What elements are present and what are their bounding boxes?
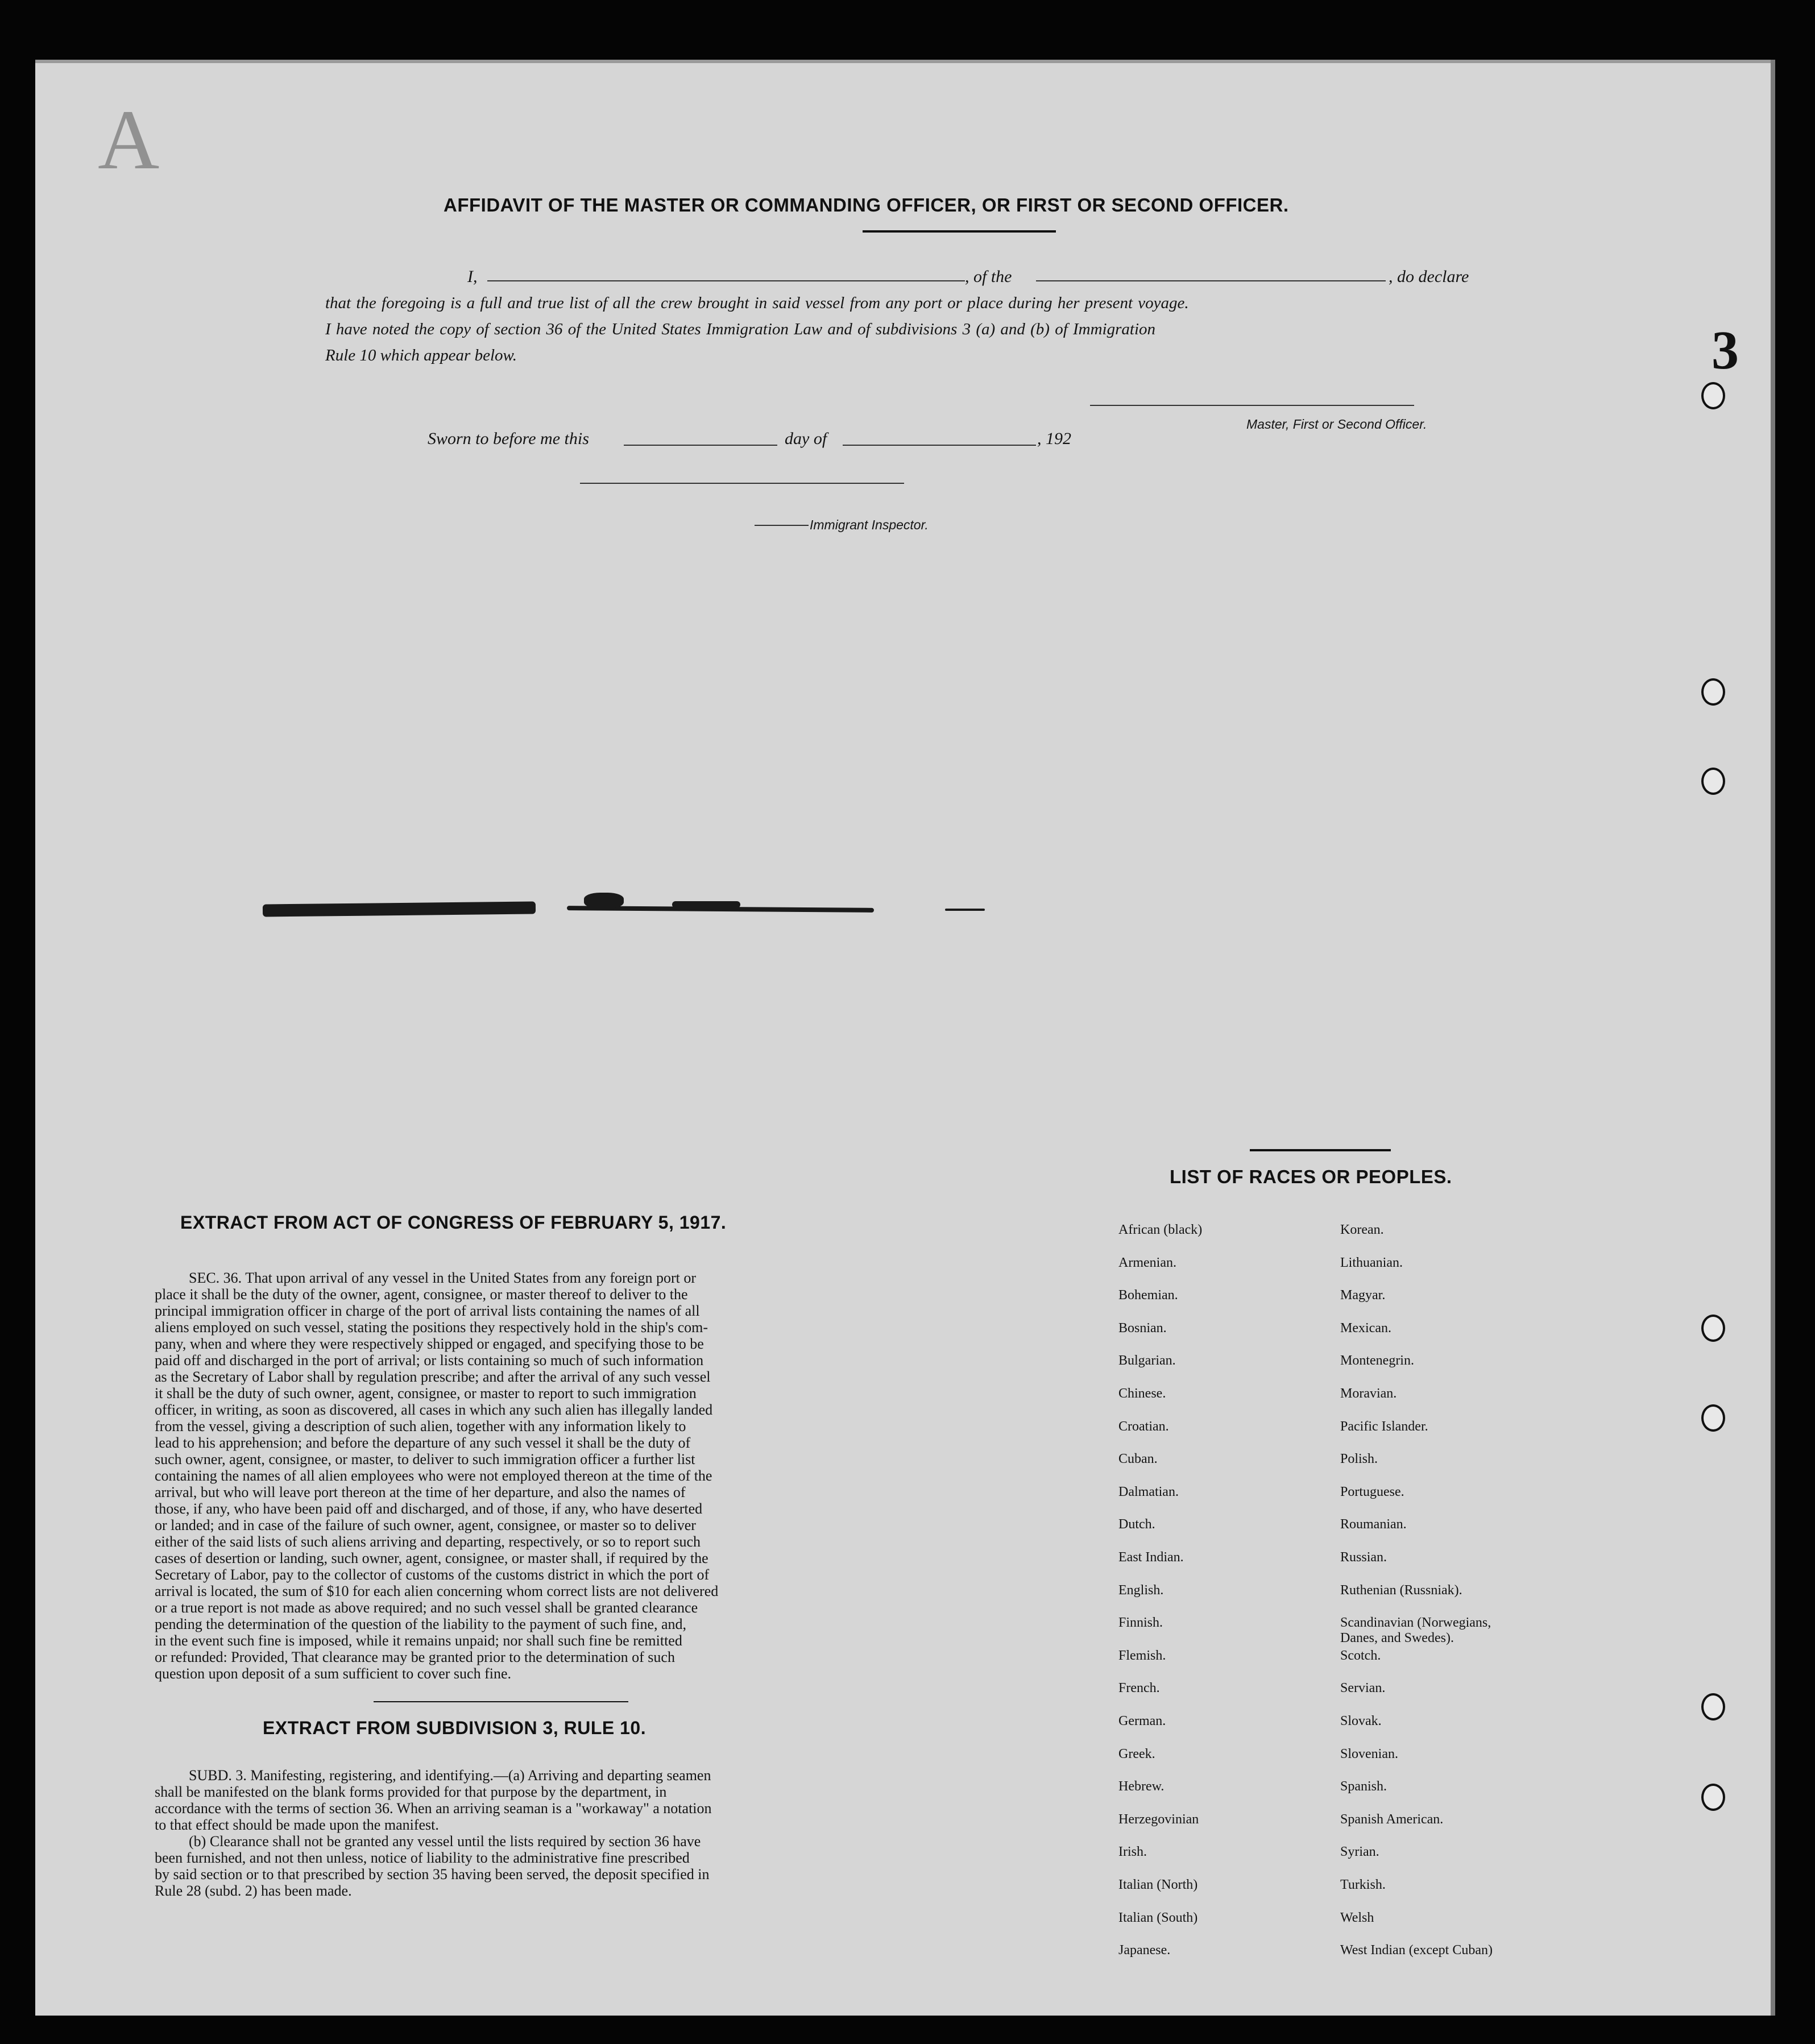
- act-line: paid off and discharged in the port of arrival; or lists containing so much of such information: [155, 1352, 704, 1369]
- race-entry: Bulgarian.: [1118, 1353, 1176, 1368]
- binder-hole: [1701, 1693, 1725, 1720]
- act-line: question upon deposit of a sum sufficient to cover such fine.: [155, 1665, 512, 1682]
- act-line: it shall be the duty of such owner, agent, consignee, or master to report to such immigration: [155, 1385, 697, 1402]
- act-line: or refunded: Provided, That clearance may be granted prior to the determination of such: [155, 1649, 675, 1665]
- declarant-name-field: [487, 280, 965, 281]
- affidavit-title: AFFIDAVIT OF THE MASTER OR COMMANDING OFFICER, OR FIRST OR SECOND OFFICER.: [444, 194, 1289, 215]
- binder-hole: [1701, 1784, 1725, 1811]
- race-entry: African (black): [1118, 1222, 1203, 1237]
- race-entry: German.: [1118, 1714, 1166, 1728]
- act-line: lead to his apprehension; and before the departure of any such vessel it shall be the duty of: [155, 1434, 691, 1451]
- officer-signature-line: [1090, 405, 1414, 406]
- race-entry: Slovak.: [1340, 1714, 1382, 1728]
- race-entry: Herzegovinian: [1118, 1812, 1199, 1827]
- ink-smudge: [672, 901, 740, 908]
- rule-title: EXTRACT FROM SUBDIVISION 3, RULE 10.: [263, 1718, 647, 1738]
- race-entry: Chinese.: [1118, 1386, 1166, 1401]
- races-title-line: [1250, 1149, 1391, 1151]
- act-line: from the vessel, giving a description of such alien, together with any information likely to: [155, 1418, 686, 1434]
- race-entry: English.: [1118, 1583, 1164, 1598]
- act-line: either of the said lists of such aliens arriving and departing, respectively, or so to report such: [155, 1533, 701, 1550]
- race-entry: Servian.: [1340, 1681, 1386, 1695]
- declarant-intro: I,: [467, 267, 478, 286]
- act-line: containing the names of all alien employees who were not employed thereon at the time of the: [155, 1467, 712, 1484]
- declare-label: , do declare: [1389, 267, 1469, 286]
- sworn-day-field: [624, 445, 777, 446]
- inspector-caption: Immigrant Inspector.: [810, 517, 929, 532]
- rule-line: accordance with the terms of section 36. When an arriving seaman is a "workaway" a notation: [155, 1800, 712, 1817]
- binder-hole: [1701, 382, 1725, 409]
- race-entry: Cuban.: [1118, 1452, 1158, 1466]
- rule-line: (b) Clearance shall not be granted any vessel until the lists required by section 36 have: [189, 1833, 701, 1850]
- page-edge: [35, 60, 1775, 63]
- rule-text: [155, 1767, 814, 1899]
- race-entry: Italian (South): [1118, 1910, 1198, 1925]
- affidavit-line-3: I have noted the copy of section 36 of the United States Immigration Law and of subdivisions 3 (a) and (b) of Immigration: [325, 320, 1156, 338]
- rule-line: SUBD. 3. Manifesting, registering, and identifying.—(a) Arriving and departing seamen: [189, 1767, 711, 1784]
- form-page: [35, 60, 1775, 2016]
- race-entry: Bohemian.: [1118, 1288, 1178, 1303]
- act-line: principal immigration officer in charge of the port of arrival lists containing the names of all: [155, 1303, 700, 1319]
- act-line: or landed; and in case of the failure of such owner, agent, consignee, or master so to deliver: [155, 1517, 696, 1533]
- race-entry: Scotch.: [1340, 1648, 1381, 1663]
- binder-hole: [1701, 1404, 1725, 1432]
- of-the-label: , of the: [965, 267, 1012, 286]
- race-entry: Ruthenian (Russniak).: [1340, 1583, 1462, 1598]
- race-entry: West Indian (except Cuban): [1340, 1943, 1493, 1958]
- ink-smudge: [584, 893, 624, 909]
- race-entry: East Indian.: [1118, 1550, 1184, 1565]
- inspector-short-line: [755, 525, 809, 526]
- day-of-label: day of: [785, 429, 827, 448]
- race-entry: Slovenian.: [1340, 1747, 1398, 1761]
- race-entry: Hebrew.: [1118, 1779, 1165, 1794]
- race-entry: Korean.: [1340, 1222, 1384, 1237]
- race-entry: Syrian.: [1340, 1844, 1379, 1859]
- act-line: or a true report is not made as above required; and no such vessel shall be granted clearance: [155, 1599, 698, 1616]
- race-entry: Spanish American.: [1340, 1812, 1444, 1827]
- race-entry: Welsh: [1340, 1910, 1374, 1925]
- race-entry: Lithuanian.: [1340, 1255, 1403, 1270]
- act-line: cases of desertion or landing, such owner, agent, consignee, or master shall, if required by the: [155, 1550, 708, 1566]
- race-entry: Portuguese.: [1340, 1485, 1404, 1499]
- race-entry: Irish.: [1118, 1844, 1147, 1859]
- act-line: officer, in writing, as soon as discovered, all cases in which any such alien has illegally landed: [155, 1402, 713, 1418]
- race-entry: Russian.: [1340, 1550, 1387, 1565]
- rule-line: by said section or to that prescribed by section 35 having been served, the deposit specified in: [155, 1866, 710, 1883]
- race-entry: Moravian.: [1340, 1386, 1397, 1401]
- act-title: EXTRACT FROM ACT OF CONGRESS OF FEBRUARY 5, 1917.: [180, 1212, 727, 1233]
- year-label: , 192: [1037, 429, 1071, 448]
- race-entry: Magyar.: [1340, 1288, 1386, 1303]
- rule-line: shall be manifested on the blank forms provided for that purpose by the department, in: [155, 1784, 667, 1800]
- race-entry: Armenian.: [1118, 1255, 1176, 1270]
- race-entry: Montenegrin.: [1340, 1353, 1414, 1368]
- officer-caption: Master, First or Second Officer.: [1246, 417, 1427, 432]
- act-line: as the Secretary of Labor shall by regulation prescribe; and after the arrival of any such vessel: [155, 1369, 711, 1385]
- race-entry: Polish.: [1340, 1452, 1378, 1466]
- race-entry: Croatian.: [1118, 1419, 1169, 1434]
- races-title: LIST OF RACES OR PEOPLES.: [1170, 1166, 1452, 1187]
- affidavit-line-4: Rule 10 which appear below.: [325, 346, 517, 364]
- race-entry: Roumanian.: [1340, 1517, 1407, 1532]
- binder-hole: [1701, 678, 1725, 706]
- race-entry: Scandinavian (Norwegians, Danes, and Swedes).: [1340, 1615, 1491, 1645]
- right-margin-digit: 3: [1712, 320, 1739, 380]
- act-line: place it shall be the duty of the owner, agent, consignee, or master thereof to deliver to the: [155, 1286, 688, 1303]
- act-line: arrival is located, the sum of $10 for each alien concerning whom correct lists are not delivered: [155, 1583, 719, 1599]
- inspector-signature-line: [580, 483, 904, 484]
- act-line: arrival, but who will leave port thereon at the time of her departure, and also the names of: [155, 1484, 686, 1500]
- binder-hole: [1701, 1315, 1725, 1342]
- race-entry: Japanese.: [1118, 1943, 1171, 1958]
- race-entry: Dalmatian.: [1118, 1485, 1179, 1499]
- act-line: those, if any, who have been paid off and discharged, and of those, if any, who have deserted: [155, 1500, 703, 1517]
- race-entry: Pacific Islander.: [1340, 1419, 1428, 1434]
- ink-smudge: [945, 909, 985, 911]
- page-edge: [1771, 60, 1775, 2016]
- race-entry: Italian (North): [1118, 1877, 1198, 1892]
- race-entry: Bosnian.: [1118, 1321, 1167, 1336]
- rule-line: been furnished, and not then unless, notice of liability to the administrative fine prescribed: [155, 1850, 690, 1866]
- act-line: pending the determination of the question of the liability to the payment of such fine, and,: [155, 1616, 687, 1632]
- act-line: aliens employed on such vessel, stating the positions they respectively hold in the ship's com-: [155, 1319, 708, 1336]
- act-line: such owner, agent, consignee, or master, to deliver to such immigration officer a further list: [155, 1451, 695, 1467]
- race-entry: Greek.: [1118, 1747, 1155, 1761]
- race-entry: Mexican.: [1340, 1321, 1391, 1336]
- rule-line: Rule 28 (subd. 2) has been made.: [155, 1883, 352, 1899]
- binder-hole: [1701, 768, 1725, 795]
- race-entry: Finnish.: [1118, 1615, 1163, 1630]
- race-entry: Turkish.: [1340, 1877, 1386, 1892]
- race-entry: Dutch.: [1118, 1517, 1155, 1532]
- title-underline: [863, 230, 1056, 233]
- act-line: pany, when and where they were respectively shipped or engaged, and specifying those to be: [155, 1336, 704, 1352]
- act-text: [155, 1270, 814, 1682]
- act-line: in the event such fine is imposed, while it remains unpaid; nor shall such fine be remitted: [155, 1632, 682, 1649]
- affidavit-line-2: that the foregoing is a full and true list of all the crew brought in said vessel from any port or place during her present voyage.: [325, 294, 1189, 312]
- act-line: SEC. 36. That upon arrival of any vessel in the United States from any foreign port or: [189, 1270, 696, 1286]
- rule-line: to that effect should be made upon the manifest.: [155, 1817, 439, 1833]
- sworn-month-field: [843, 445, 1036, 446]
- sworn-label: Sworn to before me this: [428, 429, 589, 448]
- act-line: Secretary of Labor, pay to the collector of customs of the customs district in which the port of: [155, 1566, 710, 1583]
- race-entry: Spanish.: [1340, 1779, 1387, 1794]
- ink-smudge: [263, 901, 536, 917]
- corner-mark: A: [98, 93, 160, 187]
- race-entry: French.: [1118, 1681, 1160, 1695]
- section-divider: [374, 1701, 628, 1702]
- race-entry: Flemish.: [1118, 1648, 1166, 1663]
- vessel-field: [1036, 280, 1386, 281]
